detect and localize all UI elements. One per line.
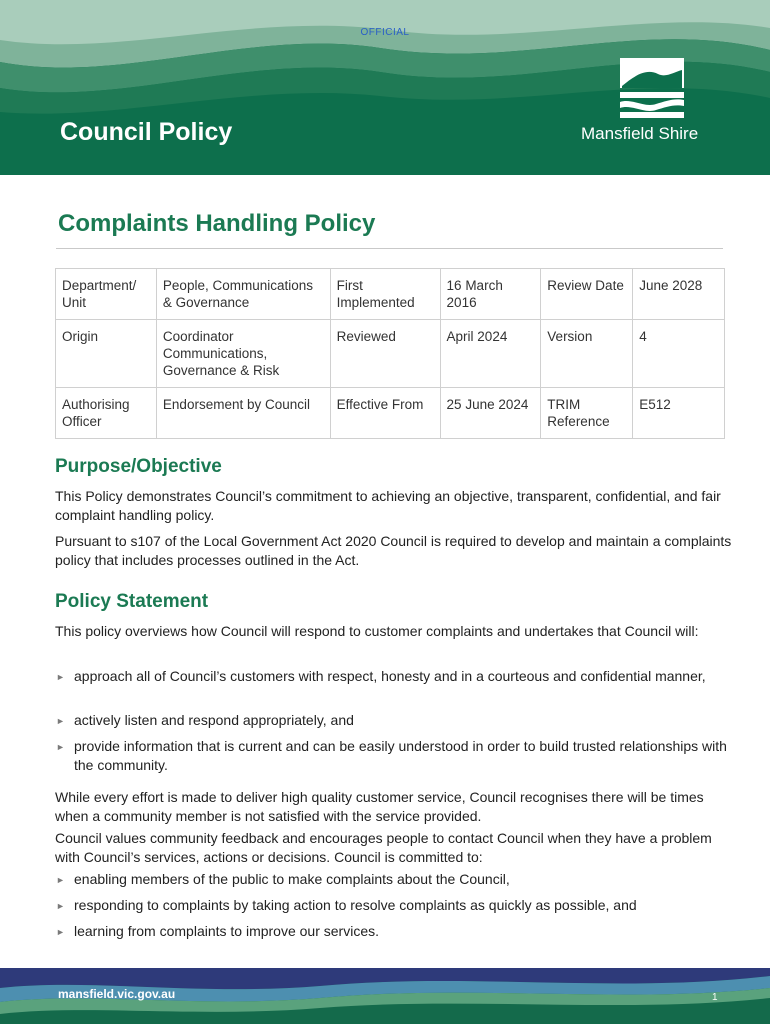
list-item [55, 737, 735, 775]
table-row [56, 320, 725, 388]
table-cell: Reviewed [330, 320, 440, 388]
page-number: 1 [712, 992, 718, 1003]
table-cell: TRIM Reference [541, 388, 633, 439]
bullet-arrow-icon: ► [56, 672, 65, 682]
bullet-arrow-icon: ► [56, 875, 65, 885]
classification-label: OFFICIAL [360, 27, 410, 38]
table-cell: 4 [633, 320, 725, 388]
table-cell: First Implemented [330, 269, 440, 320]
table-cell: Effective From [330, 388, 440, 439]
table-cell: Authorising Officer [56, 388, 157, 439]
table-cell: Origin [56, 320, 157, 388]
mansfield-logo-icon [620, 58, 684, 120]
bullet-arrow-icon: ► [56, 927, 65, 937]
table-row [56, 269, 725, 320]
list-item [55, 667, 735, 686]
list-item-text: actively listen and respond appropriately, and [74, 712, 354, 728]
list-item [55, 870, 735, 889]
table-cell: Endorsement by Council [156, 388, 330, 439]
brand-name: Mansfield Shire [581, 124, 699, 143]
paragraph: Council values community feedback and encourages people to contact Council when they have a problem with Council’s services, actions or decisions. Council is committed to: [55, 830, 712, 865]
paragraph: Pursuant to s107 of the Local Government Act 2020 Council is required to develop and maintain a complaints policy that includes processes outlined in the Act. [55, 533, 732, 568]
table-cell: 25 June 2024 [440, 388, 541, 439]
table-cell: Department/ Unit [56, 269, 157, 320]
table-cell: Coordinator Communications, Governance & Risk [156, 320, 330, 388]
table-cell: June 2028 [633, 269, 725, 320]
list-item [55, 896, 735, 915]
table-cell: 16 March 2016 [440, 269, 541, 320]
list-item-text: enabling members of the public to make complaints about the Council, [74, 871, 510, 887]
policy-info-table [55, 268, 725, 439]
policy-category-title: Council Policy [60, 118, 233, 146]
footer-website-link[interactable]: mansfield.vic.gov.au [58, 987, 176, 1001]
list-item [55, 922, 735, 941]
list-item [55, 711, 735, 730]
section-heading-policy-statement: Policy Statement [55, 591, 209, 612]
bullet-arrow-icon: ► [56, 901, 65, 911]
table-row [56, 388, 725, 439]
table-cell: People, Communications & Governance [156, 269, 330, 320]
list-item-text: responding to complaints by taking action to resolve complaints as quickly as possible, and [74, 897, 637, 913]
list-item-text: approach all of Council’s customers with respect, honesty and in a courteous and confidential manner, [74, 668, 706, 684]
bullet-arrow-icon: ► [56, 742, 65, 752]
table-cell: April 2024 [440, 320, 541, 388]
table-cell: Review Date [541, 269, 633, 320]
paragraph: This Policy demonstrates Council’s commitment to achieving an objective, transparent, confidential, and fair complaint handling policy. [55, 488, 721, 523]
title-divider [56, 248, 723, 249]
paragraph: While every effort is made to deliver high quality customer service, Council recognises there will be times when a community member is not satisfied with the service provided. [55, 789, 704, 824]
table-cell: E512 [633, 388, 725, 439]
paragraph: This policy overviews how Council will respond to customer complaints and undertakes that Council will: [55, 623, 699, 639]
section-heading-purpose: Purpose/Objective [55, 456, 222, 477]
list-item-text: learning from complaints to improve our services. [74, 923, 380, 939]
bullet-arrow-icon: ► [56, 716, 65, 726]
table-cell: Version [541, 320, 633, 388]
document-title: Complaints Handling Policy [58, 210, 376, 237]
list-item-text: provide information that is current and can be easily understood in order to build trusted relationships with the community. [74, 738, 727, 773]
